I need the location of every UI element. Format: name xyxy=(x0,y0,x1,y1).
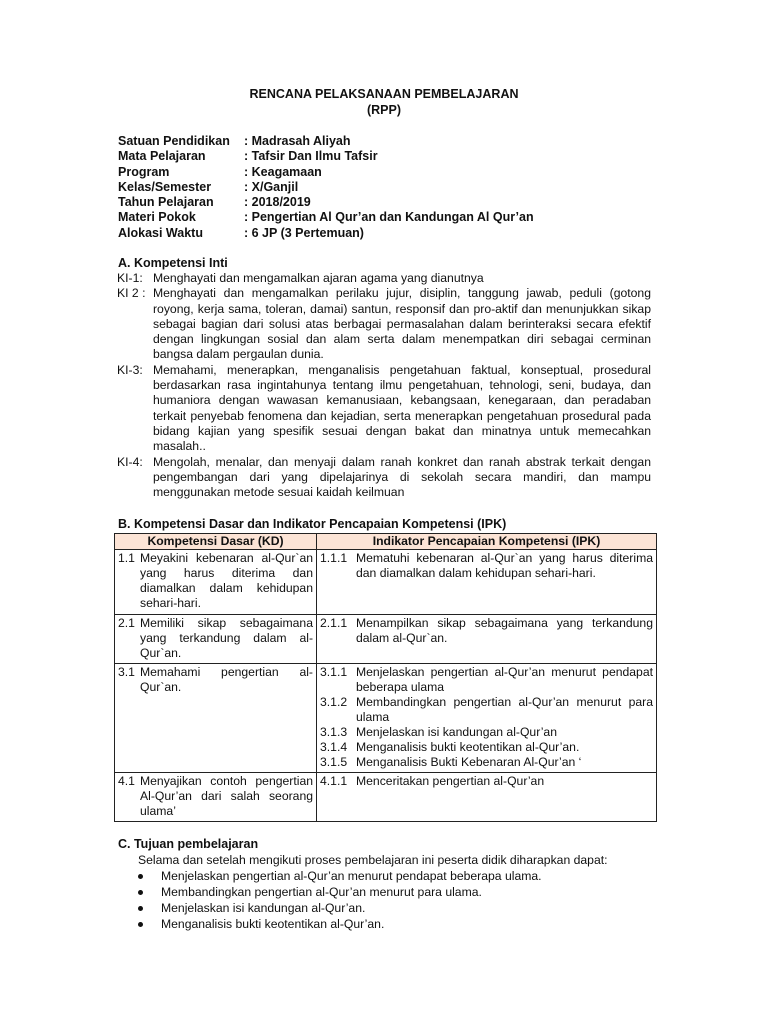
kd-number: 2.1 xyxy=(118,616,135,630)
ipk-text: Menganalisis bukti keotentikan al-Qur’an. xyxy=(356,740,580,754)
info-value: : Keagamaan xyxy=(244,164,322,179)
info-value: : 6 JP (3 Pertemuan) xyxy=(244,225,364,240)
ipk-cell xyxy=(317,773,657,822)
info-label: Program xyxy=(118,164,170,179)
info-value: : 2018/2019 xyxy=(244,195,311,210)
info-label: Kelas/Semester xyxy=(118,179,212,194)
kd-cell xyxy=(115,550,317,615)
info-value: : Madrasah Aliyah xyxy=(244,134,351,148)
info-row xyxy=(118,149,534,164)
ipk-cell xyxy=(317,615,657,664)
ki-code: KI-3: xyxy=(117,362,143,377)
info-value: : Pengertian Al Qur’an dan Kandungan Al Qur’an xyxy=(244,210,534,225)
ki-item xyxy=(117,363,651,455)
kd-ipk-table xyxy=(114,533,657,822)
list-item-text: Menjelaskan pengertian al-Qur’an menurut pendapat beberapa ulama. xyxy=(161,869,542,883)
ipk-number: 3.1.3 xyxy=(320,725,348,739)
ki-text: Menghayati dan mengamalkan perilaku jujur, disiplin, tanggung jawab, peduli (gotong royong, kerja sama, toleran, damai) santun, responsif dan pro-aktif dan menunjukkan sikap sebagai bagian dari solusi atas berbagai permasalahan dalam berinteraksi secara efektif dengan lingkungan sosial dan alam serta dalam menempatkan diri sebagai cerminan bangsa dalam pergaulan dunia. xyxy=(153,286,651,362)
table-row xyxy=(115,550,657,615)
info-row xyxy=(118,134,534,149)
ki-item xyxy=(117,286,651,362)
kd-number: 1.1 xyxy=(118,551,135,565)
ipk-text: Menceritakan pengertian al-Qur’an xyxy=(356,774,545,788)
info-label: Materi Pokok xyxy=(118,210,196,225)
ki-text: Memahami, menerapkan, menganalisis pengetahuan faktual, konseptual, prosedural berdasarkan rasa ingintahunya tentang ilmu pengetahuan, tehnologi, seni, budaya, dan humaniora dengan wawasan kemanusiaan, kebangsaan, kenegaraan, dan peradaban terkait penyebab fenomena dan kejadian, serta menerapkan pengetahuan prosedural pada bidang kajian yang spesifik sesuai dengan bakat dan minatnya untuk memecahkan masalah.. xyxy=(153,362,651,454)
ki-code: KI-1: xyxy=(117,271,143,285)
tujuan-list xyxy=(136,868,542,932)
document-subtitle: (RPP) xyxy=(366,103,402,117)
bullet-icon xyxy=(138,906,143,911)
kd-number: 3.1 xyxy=(118,665,135,679)
kd-text: Memiliki sikap sebagaimana yang terkandung dalam al-Qur`an. xyxy=(140,616,313,660)
kd-text: Menyajikan contoh pengertian Al-Qur’an dari salah seorang ulama’ xyxy=(140,774,313,818)
kd-cell xyxy=(115,664,317,773)
ipk-text: Mematuhi kebenaran al-Qur`an yang harus diterima dan diamalkan dalam kehidupan sehari-hari. xyxy=(356,551,653,580)
ki-code: KI 2 : xyxy=(117,286,146,301)
ipk-number: 3.1.2 xyxy=(320,695,348,709)
info-value: : X/Ganjil xyxy=(244,179,299,194)
ipk-number: 3.1.1 xyxy=(320,665,348,679)
section-c-heading: C. Tujuan pembelajaran xyxy=(118,837,259,851)
table-row xyxy=(115,773,657,822)
list-item-text: Menganalisis bukti keotentikan al-Qur’an. xyxy=(161,917,385,931)
section-b-heading: B. Kompetensi Dasar dan Indikator Pencapaian Kompetensi (IPK) xyxy=(118,517,507,531)
kompetensi-inti-list xyxy=(117,271,651,500)
info-row xyxy=(118,226,534,241)
document-title: RENCANA PELAKSANAAN PEMBELAJARAN xyxy=(249,87,519,101)
section-a-heading: A. Kompetensi Inti xyxy=(118,256,228,270)
header-kd: Kompetensi Dasar (KD) xyxy=(115,534,317,550)
list-item xyxy=(136,900,542,916)
ipk-number: 1.1.1 xyxy=(320,551,348,565)
list-item-text: Menjelaskan isi kandungan al-Qur’an. xyxy=(161,901,366,915)
table-row xyxy=(115,615,657,664)
list-item-text: Membandingkan pengertian al-Qur’an menurut para ulama. xyxy=(161,885,482,899)
ipk-number: 4.1.1 xyxy=(320,774,348,788)
info-value: : Tafsir Dan Ilmu Tafsir xyxy=(244,149,378,164)
info-label: Alokasi Waktu xyxy=(118,225,203,240)
ipk-number: 2.1.1 xyxy=(320,616,348,630)
kd-text: Memahami pengertian al-Qur`an. xyxy=(140,665,313,694)
table-row xyxy=(115,664,657,773)
info-label: Tahun Pelajaran xyxy=(118,195,214,210)
ipk-cell xyxy=(317,550,657,615)
info-row xyxy=(118,165,534,180)
ipk-number: 3.1.4 xyxy=(320,740,348,754)
ipk-text: Menganalisis Bukti Kebenaran Al-Qur’an ‘ xyxy=(356,755,582,769)
ipk-cell xyxy=(317,664,657,773)
table-header-row xyxy=(115,534,657,550)
info-row xyxy=(118,210,534,225)
ipk-text: Menampilkan sikap sebagaimana yang terkandung dalam al-Qur`an. xyxy=(356,616,653,645)
list-item xyxy=(136,916,542,932)
bullet-icon xyxy=(138,890,143,895)
info-block xyxy=(118,134,534,241)
info-row xyxy=(118,180,534,195)
kd-text: Meyakini kebenaran al-Qur`an yang harus diterima dan diamalkan dalam kehidupan sehari-hari. xyxy=(140,551,313,610)
ipk-text: Menjelaskan pengertian al-Qur’an menurut pendapat beberapa ulama xyxy=(356,665,653,694)
list-item xyxy=(136,868,542,884)
info-label: Satuan Pendidikan xyxy=(118,134,230,148)
bullet-icon xyxy=(138,874,143,879)
header-ipk: Indikator Pencapaian Kompetensi (IPK) xyxy=(317,534,657,550)
ki-item xyxy=(117,455,651,501)
ki-item xyxy=(117,271,651,286)
kd-number: 4.1 xyxy=(118,774,135,788)
ipk-text: Menjelaskan isi kandungan al-Qur’an xyxy=(356,725,557,739)
ki-text: Mengolah, menalar, dan menyaji dalam ranah konkret dan ranah abstrak terkait dengan pengembangan dari yang dipelajarinya di sekolah secara mandiri, dan mampu menggunakan metode sesuai kaidah keilmuan xyxy=(153,454,651,500)
ipk-number: 3.1.5 xyxy=(320,755,348,769)
tujuan-intro: Selama dan setelah mengikuti proses pembelajaran ini peserta didik diharapkan dapat: xyxy=(138,853,608,867)
info-row xyxy=(118,195,534,210)
kd-cell xyxy=(115,615,317,664)
kd-cell xyxy=(115,773,317,822)
ipk-text: Membandingkan pengertian al-Qur’an menurut para ulama xyxy=(356,695,653,724)
info-label: Mata Pelajaran xyxy=(118,149,206,164)
list-item xyxy=(136,884,542,900)
bullet-icon xyxy=(138,922,143,927)
ki-text: Menghayati dan mengamalkan ajaran agama yang dianutnya xyxy=(153,271,484,285)
ki-code: KI-4: xyxy=(117,454,143,469)
